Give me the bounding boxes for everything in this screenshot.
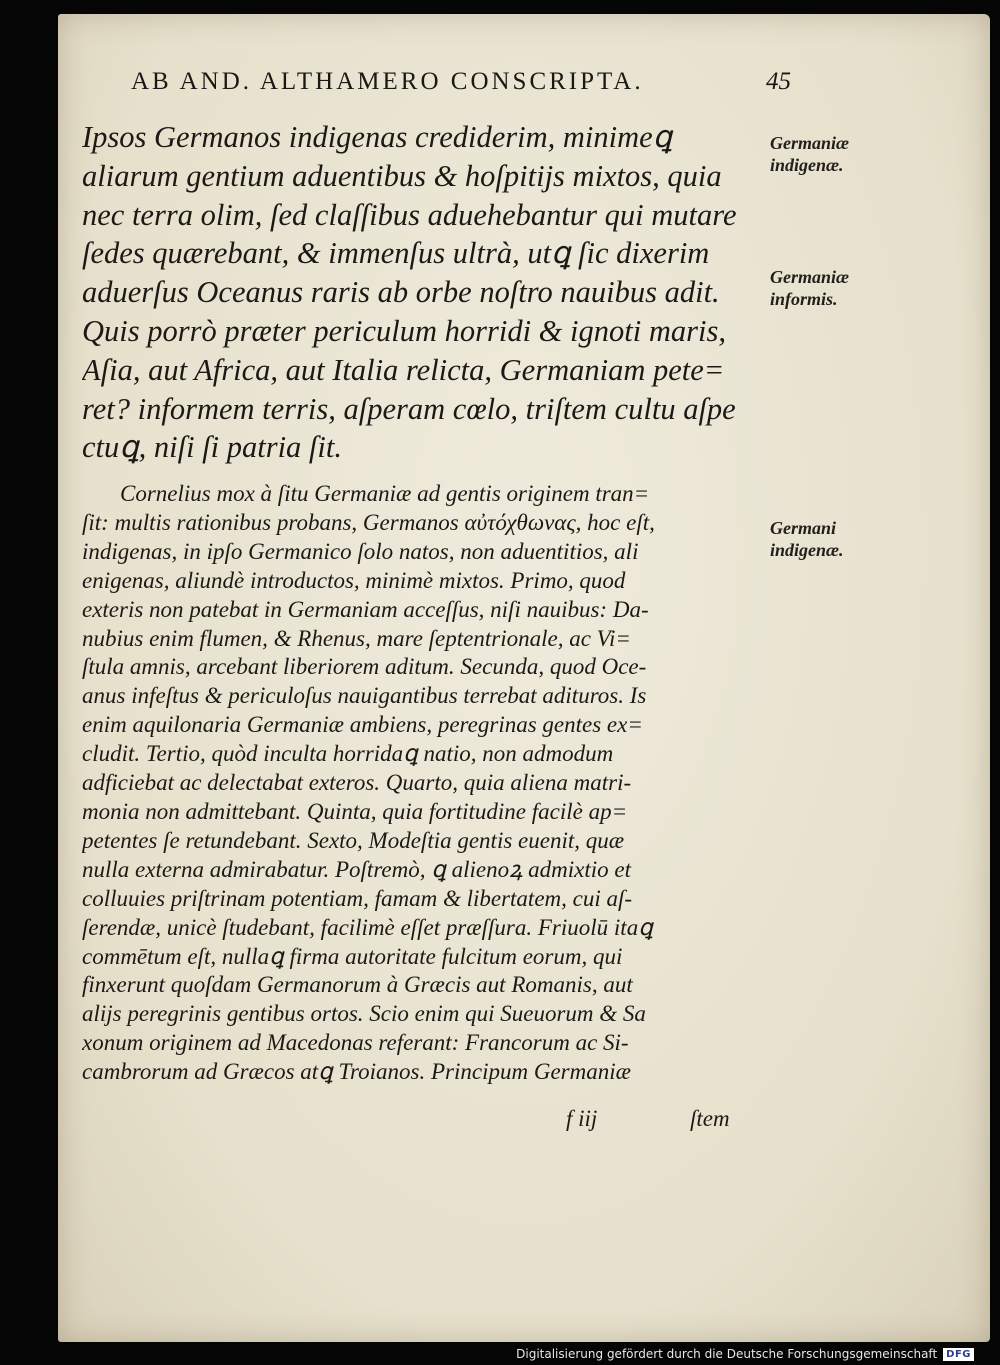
- running-header: [131, 68, 791, 96]
- footer-credit: [516, 1347, 974, 1361]
- signature-mark: f iij: [566, 1106, 598, 1131]
- text-line: ſit: multis rationibus probans, Germanos αὐτόχθωνας, hoc eſt,: [82, 509, 655, 535]
- margin-note-line: indigenæ.: [770, 155, 844, 175]
- margin-note-3: [770, 517, 844, 561]
- text-line: finxerunt quoſdam Germanorum à Græcis aut Romanis, aut: [82, 972, 633, 998]
- text-line: petentes ſe retundebant. Sexto, Modeſtia gentis euenit, quæ: [82, 827, 625, 853]
- text-line: ſerendæ, unicè ſtudebant, facilimè eſſet præſſura. Friuolū itaꝗ: [82, 914, 653, 940]
- text-line: enim aquilonaria Germaniæ ambiens, peregrinas gentes ex=: [82, 712, 643, 738]
- margin-note-line: indigenæ.: [770, 540, 844, 560]
- paragraph-2: [82, 480, 772, 1087]
- catchword: ſtem: [690, 1106, 730, 1131]
- text-line: ctuꝗ, niſi ſi patria ſit.: [82, 430, 342, 465]
- text-line: Ipsos Germanos indigenas crediderim, minimeꝗ: [82, 120, 673, 154]
- text-line: aduerſus Oceanus raris ab orbe noſtro nauibus adit.: [82, 275, 720, 310]
- text-line: nec terra olim, ſed claſſibus aduehebantur qui mutare: [82, 197, 737, 232]
- text-line: alijs peregrinis gentibus ortos. Scio enim qui Sueuorum & Sa: [82, 1001, 646, 1027]
- text-line: ret? informem terris, aſperam cœlo, triſtem cultu aſpe: [82, 391, 736, 426]
- text-line: ſedes quærebant, & immenſus ultrà, utꝗ ſic dixerim: [82, 236, 710, 271]
- text-line: Cornelius mox à ſitu Germaniæ ad gentis originem tran=: [120, 481, 650, 506]
- text-line: monia non admittebant. Quinta, quia fortitudine facilè ap=: [82, 798, 628, 824]
- margin-note-line: Germani: [770, 518, 837, 538]
- text-line: colluuies priſtrinam potentiam, famam & libertatem, cui aſ-: [82, 885, 633, 911]
- margin-note-line: Germaniæ: [770, 267, 850, 287]
- margin-note-line: Germaniæ: [770, 133, 850, 153]
- text-line: nubius enim flumen, & Rhenus, mare ſeptentrionale, ac Vi=: [82, 625, 631, 651]
- text-line: aliarum gentium aduentibus & hoſpitijs mixtos, quia: [82, 158, 722, 193]
- text-line: cludit. Tertio, quòd inculta horridaꝗ natio, non admodum: [82, 741, 614, 767]
- running-title: AB AND. ALTHAMERO CONSCRIPTA.: [131, 68, 644, 95]
- margin-note-2: [770, 266, 849, 310]
- text-line: Quis porrò præter periculum horridi & ignoti maris,: [82, 313, 726, 348]
- margin-note-1: [770, 132, 849, 176]
- footer-text: Digitalisierung gefördert durch die Deutsche Forschungsgemeinschaft: [516, 1347, 938, 1361]
- text-line: exteris non patebat in Germaniam acceſſus, niſi nauibus: Da-: [82, 596, 649, 622]
- text-line: adficiebat ac delectabat exteros. Quarto, quia aliena matri-: [82, 770, 632, 796]
- text-line: enigenas, aliundè introductos, minimè mixtos. Primo, quod: [82, 567, 626, 593]
- page-number: 45: [766, 68, 791, 95]
- paragraph-1: [82, 118, 772, 467]
- text-line: Aſia, aut Africa, aut Italia relicta, Germaniam pete=: [82, 352, 725, 387]
- margin-note-line: informis.: [770, 289, 838, 309]
- text-line: indigenas, in ipſo Germanico ſolo natos, non aduentitios, ali: [82, 538, 639, 564]
- text-line: cambrorum ad Græcos atꝗ Troianos. Principum Germaniæ: [82, 1059, 631, 1085]
- text-line: nulla externa admirabatur. Poſtremò, ꝗ alienoꝝ admixtio et: [82, 856, 631, 882]
- text-line: xonum originem ad Macedonas referant: Francorum ac Si-: [82, 1030, 629, 1056]
- text-line: commētum eſt, nullaꝗ firma autoritate fulcitum eorum, qui: [82, 943, 623, 969]
- text-line: anus infeſtus & periculoſus nauigantibus terrebat adituros. Is: [82, 683, 647, 709]
- dfg-logo: DFG: [943, 1348, 974, 1361]
- text-line: ſtula amnis, arcebant liberiorem aditum. Secunda, quod Oce-: [82, 654, 647, 680]
